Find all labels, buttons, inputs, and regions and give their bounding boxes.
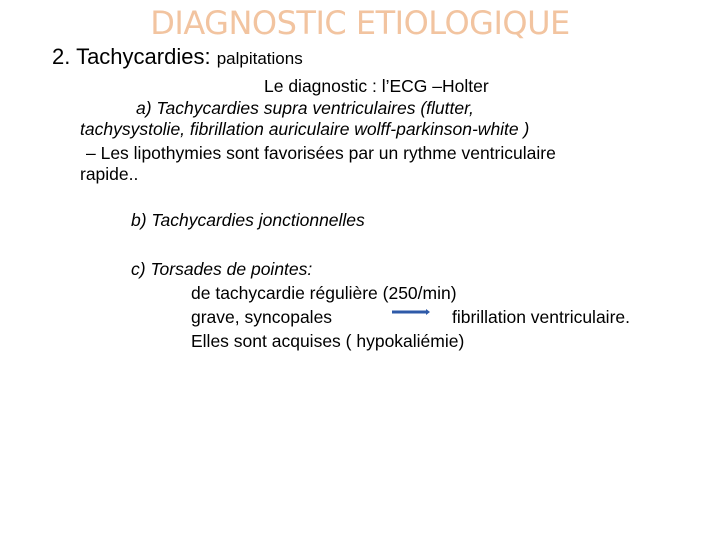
diagnostic-line: Le diagnostic : l’ECG –Holter bbox=[264, 76, 489, 96]
section-heading bbox=[52, 44, 303, 70]
note-line1: – Les lipothymies sont favorisées par un rythme ventriculaire bbox=[86, 143, 556, 163]
arrow-right-icon bbox=[392, 308, 430, 316]
item-b: b) Tachycardies jonctionnelles bbox=[131, 210, 365, 230]
item-a-line1: a) Tachycardies supra ventriculaires (flutter, bbox=[136, 98, 474, 118]
c-line1: de tachycardie régulière (250/min) bbox=[191, 283, 457, 303]
heading-label: 2. Tachycardies: bbox=[52, 44, 211, 69]
c-line2-right: fibrillation ventriculaire. bbox=[452, 307, 630, 327]
item-a-line2: tachysystolie, fibrillation auriculaire wolff-parkinson-white ) bbox=[80, 119, 530, 139]
c-line3: Elles sont acquises ( hypokaliémie) bbox=[191, 331, 465, 351]
heading-sub: palpitations bbox=[216, 49, 303, 68]
item-c: c) Torsades de pointes: bbox=[131, 259, 313, 279]
c-line2-left: grave, syncopales bbox=[191, 307, 333, 327]
slide-title: DIAGNOSTIC ETIOLOGIQUE bbox=[150, 4, 570, 42]
note-line2: rapide.. bbox=[80, 164, 139, 184]
